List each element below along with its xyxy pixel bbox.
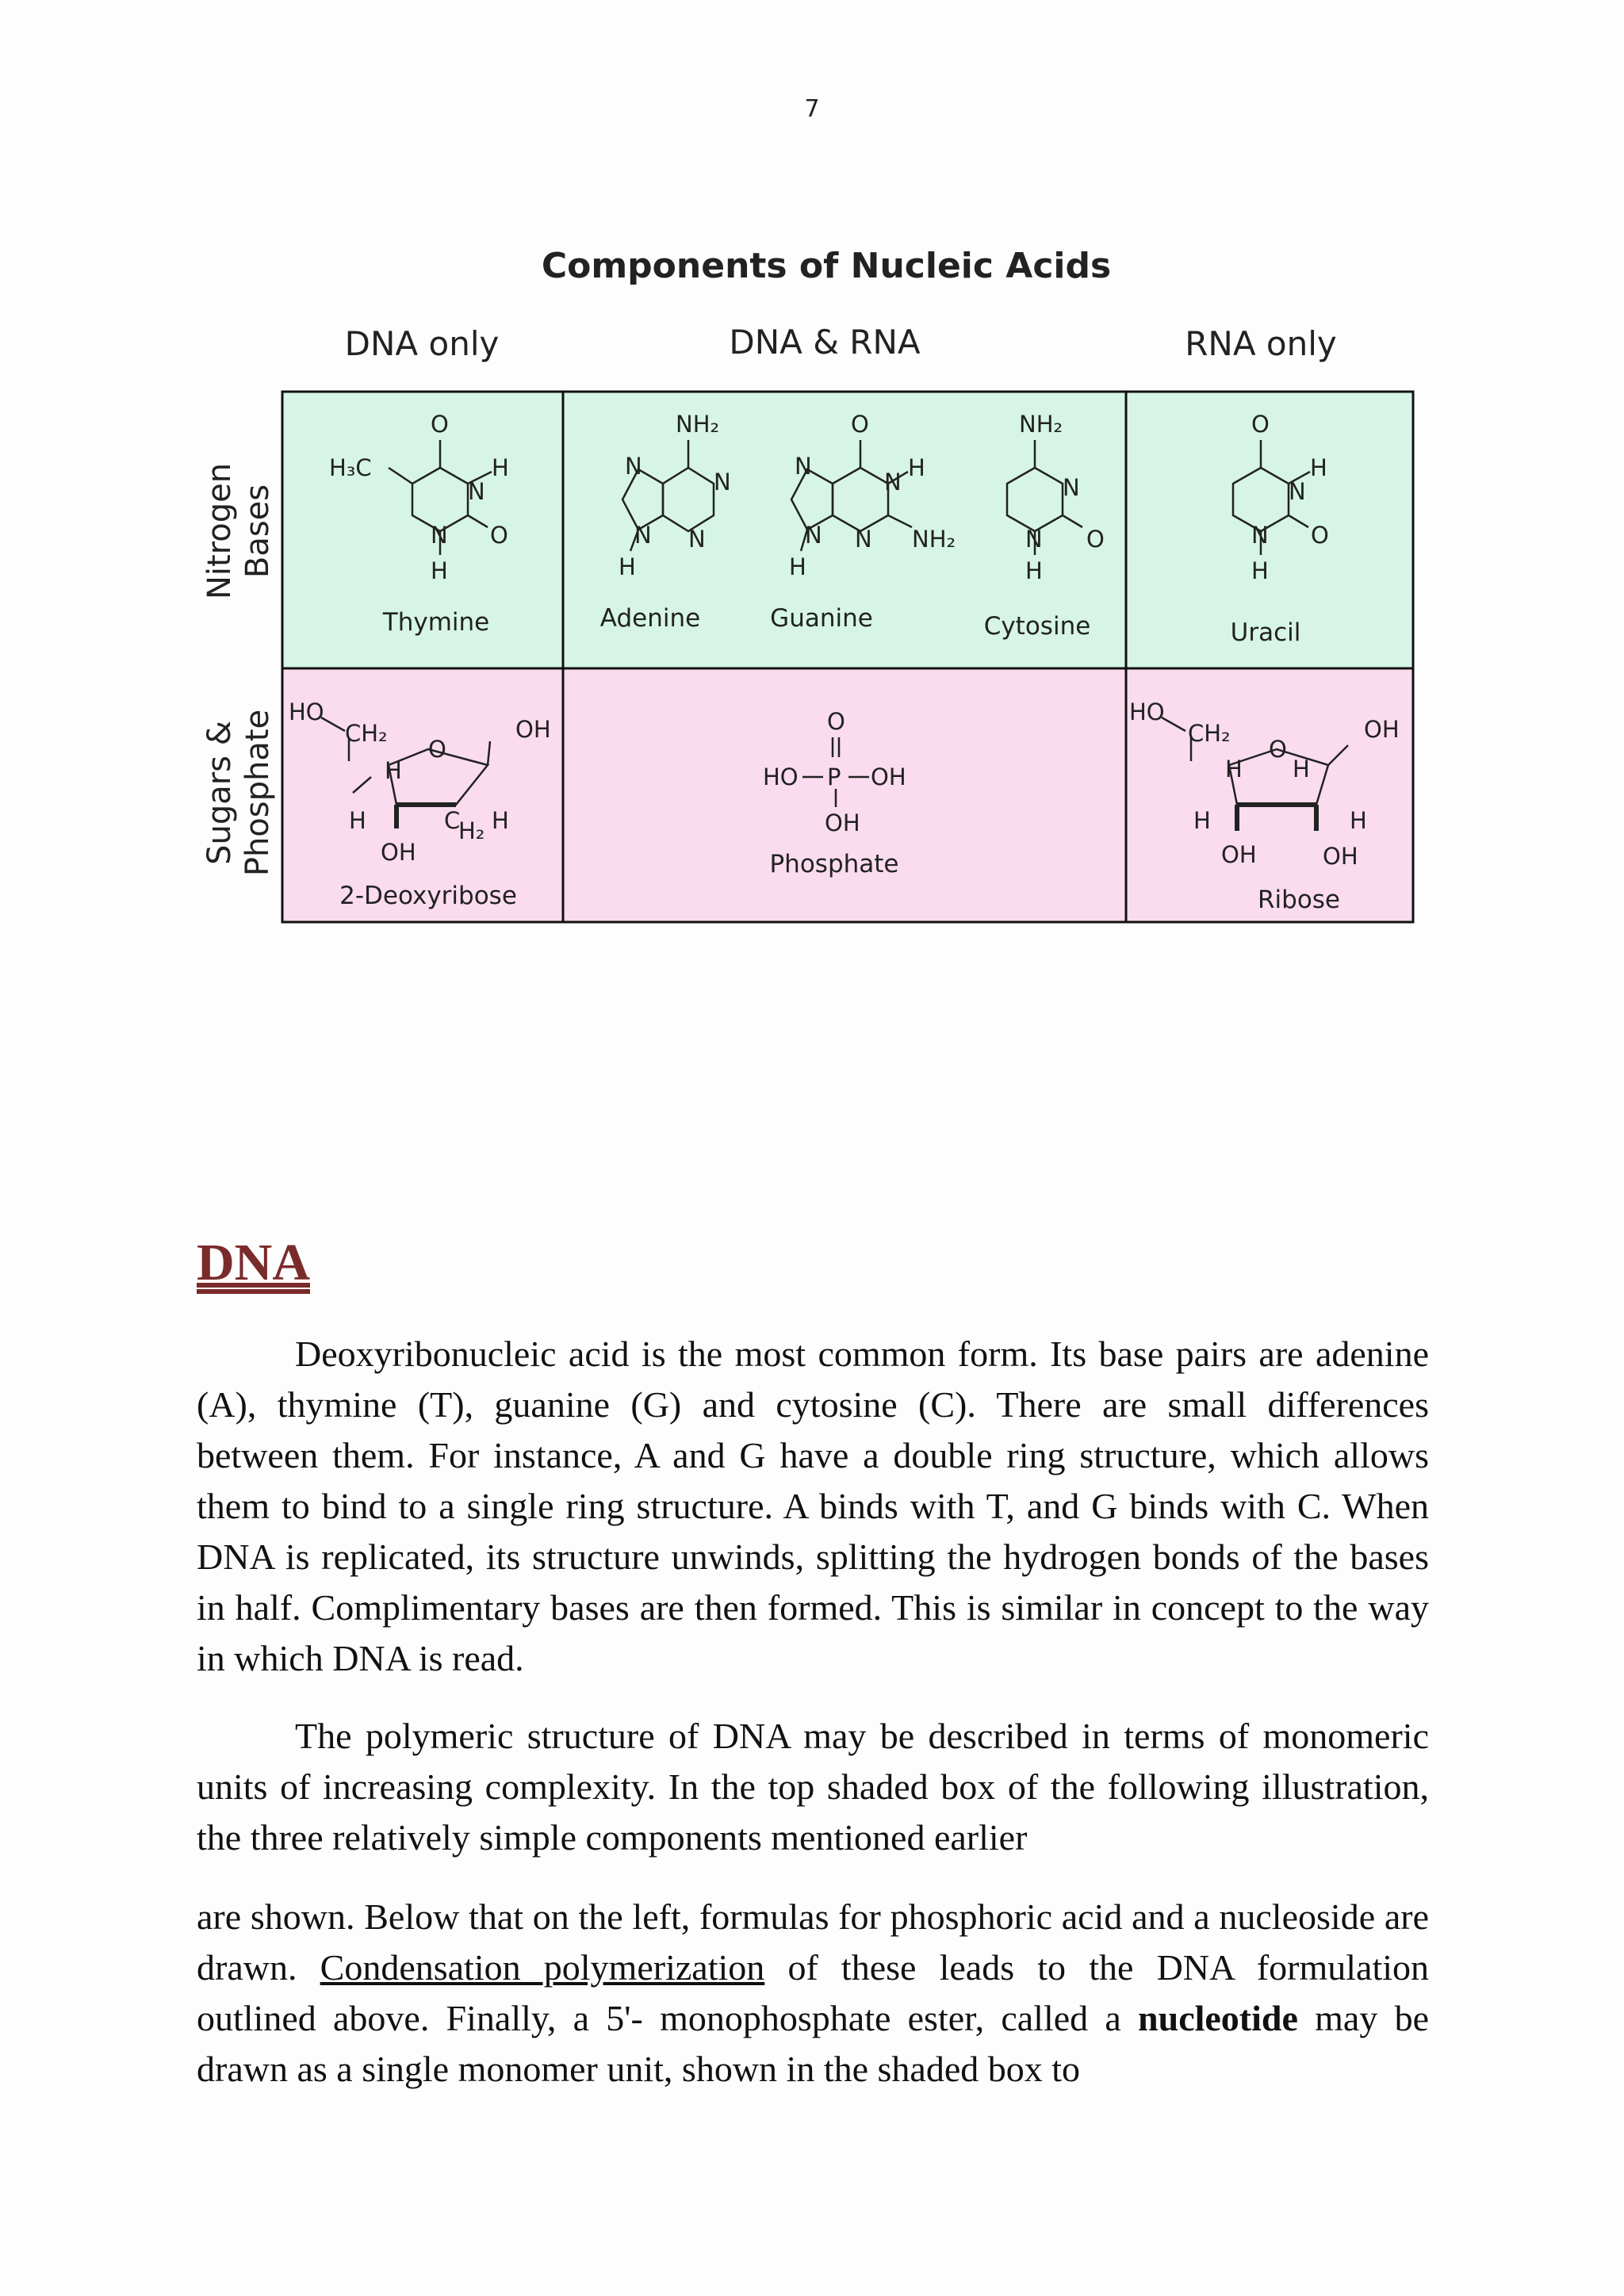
svg-text:N: N xyxy=(634,522,652,549)
svg-text:N: N xyxy=(805,522,822,549)
svg-text:HO: HO xyxy=(763,763,799,790)
row-label-sugars xyxy=(201,710,276,876)
svg-text:H: H xyxy=(1193,807,1211,834)
svg-text:CH₂: CH₂ xyxy=(345,720,388,747)
svg-text:H: H xyxy=(1251,557,1269,584)
section-heading: DNA xyxy=(197,1234,310,1292)
svg-text:NH₂: NH₂ xyxy=(912,526,956,553)
svg-text:N: N xyxy=(1251,522,1269,549)
svg-text:O: O xyxy=(1251,411,1270,438)
svg-text:H: H xyxy=(1293,756,1310,783)
svg-text:N: N xyxy=(1289,478,1306,505)
svg-text:HO: HO xyxy=(289,698,324,725)
column-rna-only: RNA only xyxy=(1185,324,1337,363)
svg-text:NH₂: NH₂ xyxy=(676,411,720,438)
paragraph-2: The polymeric structure of DNA may be described in terms of monomeric units of increasing complexity. In the top shaded box of the following illustration, the three relatively simple components mentioned earlier xyxy=(197,1716,1429,1858)
svg-text:H: H xyxy=(789,553,806,580)
svg-text:P: P xyxy=(827,763,841,790)
svg-text:H: H xyxy=(908,454,925,481)
svg-text:OH: OH xyxy=(381,839,416,866)
label-ribose: Ribose xyxy=(1257,886,1341,914)
svg-text:OH: OH xyxy=(1221,841,1257,868)
svg-text:N: N xyxy=(855,526,872,553)
label-cytosine: Cytosine xyxy=(983,612,1091,641)
svg-text:O: O xyxy=(428,736,446,763)
svg-text:HO: HO xyxy=(1129,698,1165,725)
svg-text:N: N xyxy=(431,522,448,549)
svg-text:OH: OH xyxy=(871,763,906,790)
svg-text:CH₂: CH₂ xyxy=(1188,720,1231,747)
paragraph-3: are shown. Below that on the left, formulas for phosphoric acid and a nucleoside are drawn. Condensation polymerization of these leads to the DNA formulation outlined above. Finally, a 5'- monophosphate ester, called a nucleotide may be drawn as a single monomer unit, shown in the shaded box to xyxy=(197,1896,1430,2089)
svg-text:N: N xyxy=(1025,526,1043,553)
label-phosphate: Phosphate xyxy=(769,850,899,878)
svg-text:OH: OH xyxy=(825,809,860,836)
svg-text:O: O xyxy=(851,411,869,438)
column-dna-rna: DNA & RNA xyxy=(729,323,921,362)
figure-title: Components of Nucleic Acids xyxy=(541,246,1112,286)
svg-text:Nitrogen: Nitrogen xyxy=(201,462,238,600)
svg-text:OH: OH xyxy=(1364,716,1400,743)
svg-text:H: H xyxy=(492,454,509,481)
svg-text:O: O xyxy=(827,708,845,735)
label-uracil: Uracil xyxy=(1230,618,1301,647)
svg-text:H: H xyxy=(431,557,448,584)
svg-text:H: H xyxy=(492,807,509,834)
svg-text:N: N xyxy=(1063,474,1080,501)
svg-text:O: O xyxy=(1086,526,1105,553)
label-thymine: Thymine xyxy=(382,608,490,637)
svg-text:N: N xyxy=(468,478,485,505)
paragraph-1: Deoxyribonucleic acid is the most common form. Its base pairs are adenine (A), thymine (T), guanine (G) and cytosine (C). There are small differences between them. For instance, A and G have a double ring structure, which allows them to bind to a single ring structure. A binds with T, and G binds with C. When DNA is replicated, its structure unwinds, splitting the hydrogen bonds of the bases in half. Complimentary bases are then formed. This is similar in concept to the way in which DNA is read. xyxy=(197,1334,1429,1678)
svg-text:OH: OH xyxy=(1323,843,1358,870)
svg-text:Bases: Bases xyxy=(239,484,276,579)
svg-text:N: N xyxy=(688,526,706,553)
svg-text:Sugars &: Sugars & xyxy=(201,721,238,865)
row-label-bases xyxy=(201,463,276,599)
label-2-deoxyribose: 2-Deoxyribose xyxy=(339,882,517,910)
svg-text:H₃C: H₃C xyxy=(329,454,372,481)
svg-text:OH: OH xyxy=(515,716,551,743)
svg-text:H: H xyxy=(1225,756,1243,783)
svg-text:N: N xyxy=(884,469,902,496)
svg-text:N: N xyxy=(795,453,812,480)
label-adenine: Adenine xyxy=(599,604,701,633)
svg-text:Phosphate: Phosphate xyxy=(239,709,276,877)
svg-text:H: H xyxy=(1025,557,1043,584)
svg-text:O: O xyxy=(1311,522,1329,549)
nucleotide-term: nucleotide xyxy=(1138,1998,1298,2038)
page-number: 7 xyxy=(804,95,820,123)
nucleic-acids-figure xyxy=(190,238,1459,951)
svg-text:O: O xyxy=(490,522,508,549)
svg-text:N: N xyxy=(714,469,731,496)
svg-text:H: H xyxy=(385,757,402,784)
svg-text:O: O xyxy=(431,411,449,438)
label-guanine: Guanine xyxy=(770,604,873,633)
condensation-polymerization-link[interactable]: Condensation polymerization xyxy=(320,1947,765,1988)
svg-text:H: H xyxy=(1350,807,1367,834)
svg-text:N: N xyxy=(625,453,642,480)
svg-text:H: H xyxy=(1310,454,1327,481)
svg-text:H: H xyxy=(619,553,636,580)
column-dna-only: DNA only xyxy=(344,324,500,363)
svg-text:H₂: H₂ xyxy=(458,817,485,844)
svg-text:NH₂: NH₂ xyxy=(1019,411,1063,438)
svg-text:H: H xyxy=(349,807,366,834)
svg-text:O: O xyxy=(1269,736,1287,763)
svg-text:C: C xyxy=(444,807,461,834)
